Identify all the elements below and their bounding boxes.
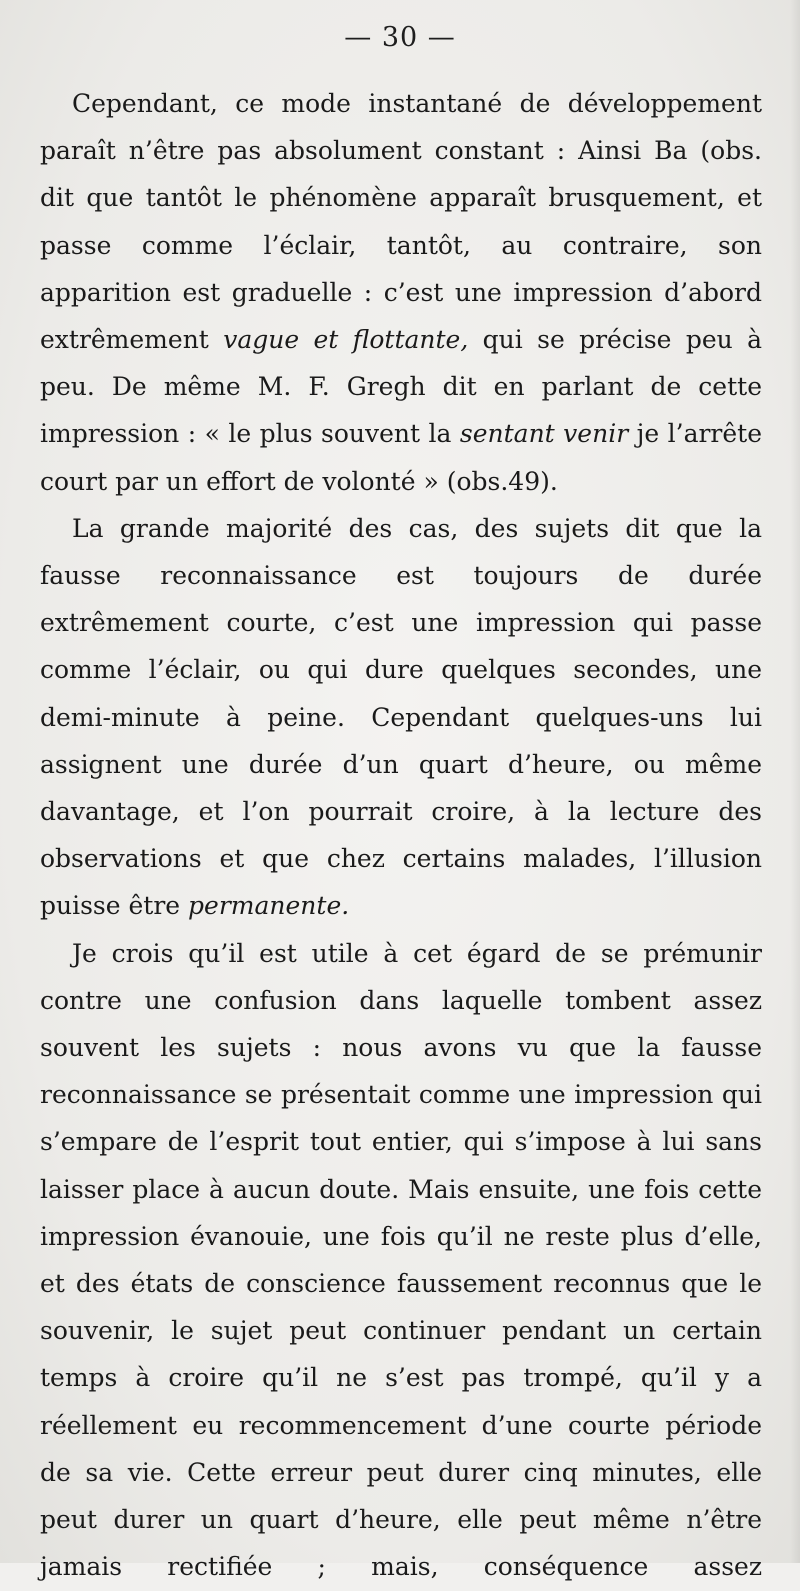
paragraph-1-line-8-end: je l’arrête court par un — [40, 419, 763, 496]
body-text — [40, 80, 762, 1591]
paragraph-2 — [40, 505, 762, 930]
paragraph-1-line-9: effort de volonté » (obs.49). — [206, 466, 558, 496]
italic-phrase-sentant-venir: sentant venir — [459, 419, 629, 449]
paragraph-1-line-8-start: plus souvent la — [259, 419, 460, 449]
page-edge-shadow — [790, 0, 800, 1563]
paragraph-3 — [40, 930, 762, 1591]
italic-phrase-vague: vague et flottante, — [223, 325, 469, 355]
paragraph-3-text: Je crois qu’il est utile à cet égard de se prémunir contre une confusion dans laquelle tombent assez souvent les sujets : nous avons vu que la fausse reconnaissance se présentait comme une impression qui s’empare de l’esprit tout entier, qui s’impose à lui sans laisser place à aucun doute. Mais ensuite, une fois cette impression évanouie, une fois qu’il ne reste plus d’elle, et des états de conscience faussement reconnus que le souvenir, le sujet peut continuer pendant un certain temps à croire qu’il ne s’est pas trompé, qu’il y a réellement eu recommencement d’une courte période de sa vie. Cette erreur peut durer cinq minutes, elle peut durer un quart d’heure, elle peut même n’être jamais rectifiée ; mais, conséquence assez — [40, 938, 762, 1582]
paragraph-1-line-6-rest: qui se précise peu à peu. De même — [40, 325, 762, 402]
paragraph-1-line-3: dit que tantôt le phénomène apparaît brusquement, et — [40, 183, 762, 213]
paragraph-1-line-7: M. F. Gregh dit en parlant de cette impression : « le — [40, 372, 762, 449]
paragraph-1-line-4: passe comme l’éclair, tantôt, au contraire, son apparition — [40, 230, 762, 307]
paragraph-2-text: La grande majorité des cas, des sujets dit que la fausse reconnaissance est toujours de durée extrêmement courte, c’est une impression qui passe comme l’éclair, ou qui dure quelques secondes, une demi-minute à peine. Cependant quelques-uns lui assignent une durée d’un quart d’heure, ou même davantage, et l’on pourrait croire, à la lecture des observations et que chez certains malades, l’illusion puisse être — [40, 513, 762, 921]
paragraph-1-line-1: Cependant, ce mode instantané de développement — [72, 89, 762, 118]
italic-word-permanente: permanente. — [188, 891, 350, 921]
paragraph-1-line-2: paraît n’être pas absolument constant : Ainsi Ba (obs. — [40, 136, 762, 166]
page-number: — 30 — — [344, 22, 456, 53]
paragraph-1 — [40, 80, 762, 505]
paragraph-1-line-5: est graduelle : c’est une impression d’abord extrêmement — [40, 277, 762, 355]
